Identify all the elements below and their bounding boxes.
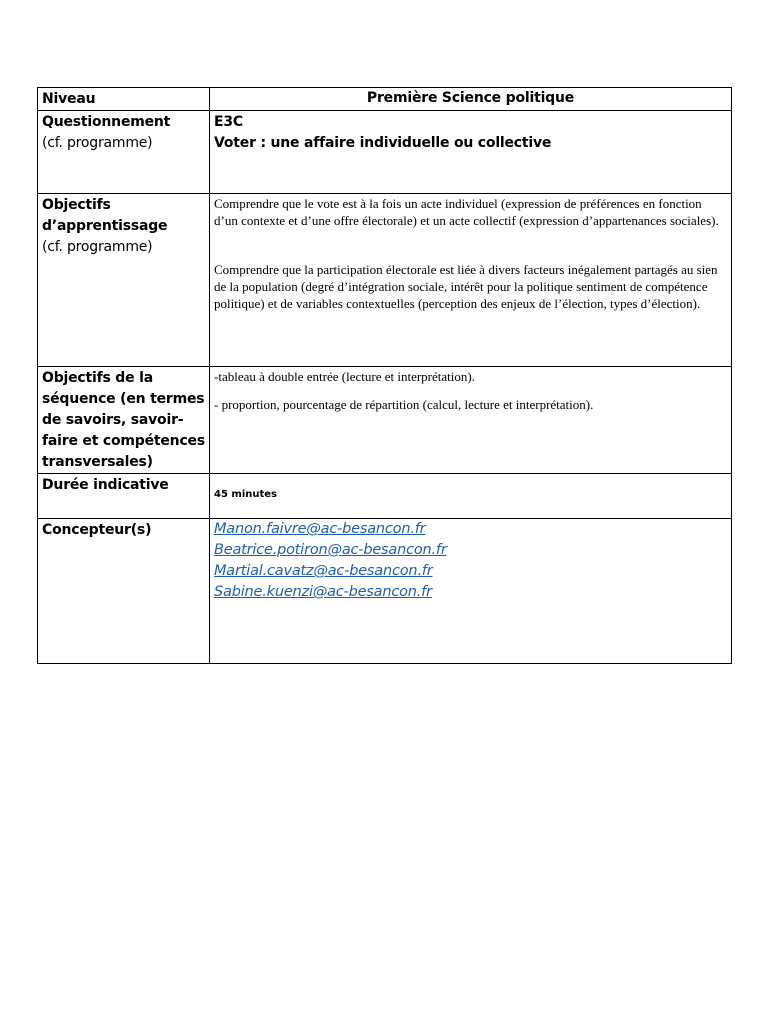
row-questionnement	[38, 111, 732, 194]
questionnement-title: Voter : une affaire individuelle ou collective	[214, 135, 552, 151]
label-cell-objectifs-sequence	[38, 367, 210, 474]
objectif-paragraph-2: Comprendre que la participation électorale est liée à divers facteurs inégalement partagés au sien de la population (degré d’intégration sociale, intérêt pour la politique sentiment de compétence politique) et de variables contextuelles (perception des enjeux de l’élection, types d’élection).	[214, 262, 718, 311]
label-cell-objectifs-apprentissage	[38, 194, 210, 367]
row-concepteurs	[38, 519, 732, 664]
email-link[interactable]: Manon.faivre@ac-besancon.fr	[214, 521, 426, 537]
email-list	[210, 519, 731, 603]
course-sheet-table	[37, 87, 732, 664]
objectif-paragraph-1: Comprendre que le vote est à la fois un acte individuel (expression de préférences en fonction d’un contexte et d’une offre électorale) et un acte collectif (expression d’appartenances sociales).	[214, 196, 719, 228]
value-cell-objectifs-sequence	[210, 367, 732, 474]
questionnement-code: E3C	[214, 114, 243, 130]
row-objectifs-sequence	[38, 367, 732, 474]
label-cell-concepteurs	[38, 519, 210, 664]
label-cell-questionnement	[38, 111, 210, 194]
objectifs-label-line1: Objectifs	[42, 197, 111, 213]
label-cell-duree	[38, 474, 210, 519]
niveau-value: Première Science politique	[366, 90, 575, 106]
duree-value: 45 minutes	[214, 489, 277, 500]
objectifs-sublabel: (cf. programme)	[42, 239, 153, 255]
value-cell-concepteurs	[210, 519, 732, 664]
sequence-item-2: - proportion, pourcentage de répartition (calcul, lecture et interprétation).	[214, 397, 594, 412]
objectifs-label-line2: d’apprentissage	[42, 218, 168, 234]
value-cell-niveau	[210, 88, 732, 111]
row-objectifs-apprentissage	[38, 194, 732, 367]
row-duree	[38, 474, 732, 519]
value-cell-duree	[210, 474, 732, 519]
email-link[interactable]: Martial.cavatz@ac-besancon.fr	[214, 563, 433, 579]
duree-label: Durée indicative	[42, 477, 169, 493]
sequence-item-1: -tableau à double entrée (lecture et interprétation).	[214, 369, 475, 384]
value-cell-objectifs-apprentissage	[210, 194, 732, 367]
row-niveau	[38, 88, 732, 111]
questionnement-label: Questionnement	[42, 114, 171, 130]
questionnement-sublabel: (cf. programme)	[42, 135, 153, 151]
value-cell-questionnement	[210, 111, 732, 194]
niveau-label: Niveau	[42, 91, 96, 107]
email-link[interactable]: Beatrice.potiron@ac-besancon.fr	[214, 542, 447, 558]
email-link[interactable]: Sabine.kuenzi@ac-besancon.fr	[214, 584, 432, 600]
sequence-label: Objectifs de la séquence (en termes de savoirs, savoir-faire et compétences transversales)	[42, 370, 205, 470]
label-cell-niveau	[38, 88, 210, 111]
concepteurs-label: Concepteur(s)	[42, 522, 152, 538]
